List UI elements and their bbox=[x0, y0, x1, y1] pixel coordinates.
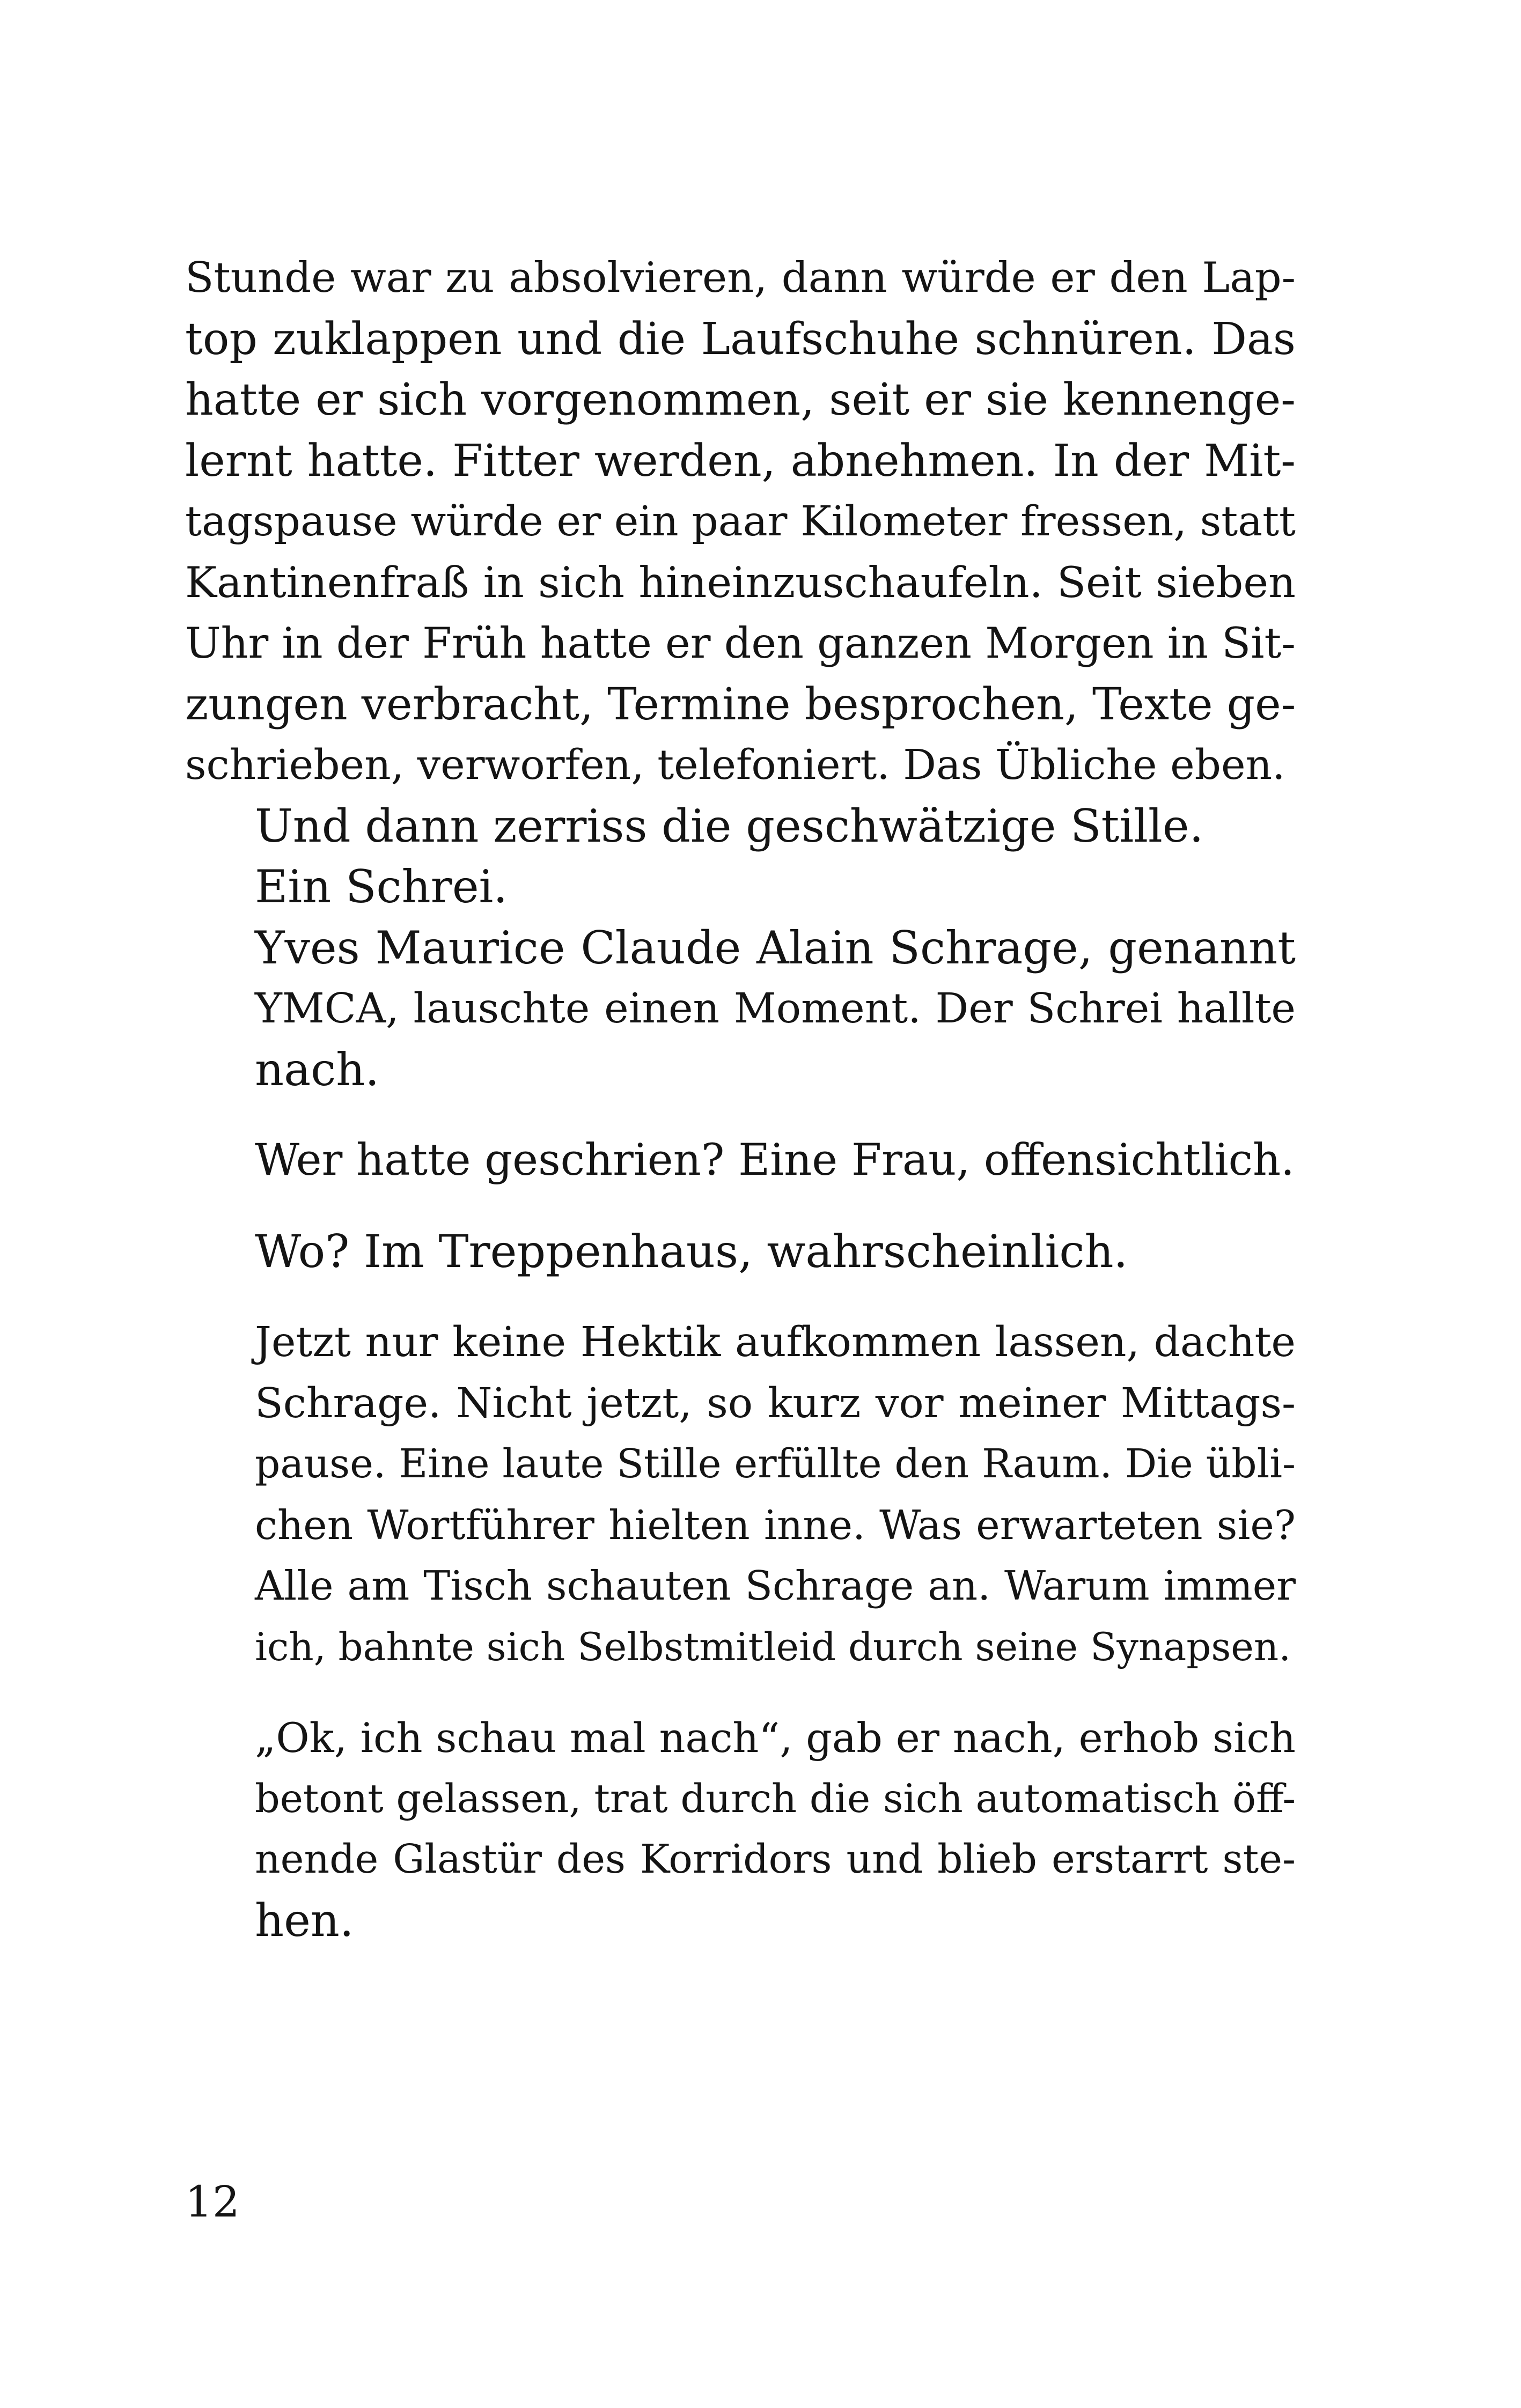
text-line: Kantinenfraß in sich hineinzuschaufeln. Seit sieben bbox=[185, 557, 1296, 607]
text-line: betont gelassen, trat durch die sich automatisch öff- bbox=[255, 1776, 1296, 1822]
text-line: hen. bbox=[255, 1894, 354, 1947]
text-line: lernt hatte. Fitter werden, abnehmen. In der Mit- bbox=[185, 435, 1296, 487]
page-number: 12 bbox=[185, 2177, 240, 2227]
text-line: YMCA, lauschte einen Moment. Der Schrei hallte bbox=[255, 985, 1296, 1033]
body-text bbox=[185, 248, 1296, 1951]
text-line: Stunde war zu absolvieren, dann würde er den Lap- bbox=[185, 254, 1296, 302]
text-line: Wer hatte geschrien? Eine Frau, offensichtlich. bbox=[255, 1135, 1295, 1185]
text-line: Ein Schrei. bbox=[255, 860, 508, 913]
text-line: hatte er sich vorgenommen, seit er sie kennenge- bbox=[185, 374, 1296, 425]
text-line: schrieben, verworfen, telefoniert. Das Übliche eben. bbox=[185, 741, 1285, 789]
text-line: zungen verbracht, Termine besprochen, Texte ge- bbox=[185, 679, 1296, 730]
paragraph bbox=[185, 1130, 1296, 1191]
paragraph bbox=[185, 1707, 1296, 1951]
text-line: Schrage. Nicht jetzt, so kurz vor meiner Mittags- bbox=[255, 1379, 1296, 1427]
paragraph bbox=[185, 1221, 1296, 1283]
text-line: top zuklappen und die Laufschuhe schnüren. Das bbox=[185, 313, 1296, 365]
text-line: nach. bbox=[255, 1043, 380, 1096]
text-line: Jetzt nur keine Hektik aufkommen lassen, dachte bbox=[255, 1319, 1296, 1366]
paragraph bbox=[185, 248, 1296, 796]
paragraph bbox=[185, 796, 1296, 857]
text-line: Wo? Im Treppenhaus, wahrscheinlich. bbox=[255, 1225, 1128, 1278]
text-line: „Ok, ich schau mal nach“, gab er nach, erhob sich bbox=[255, 1714, 1296, 1762]
text-line: Uhr in der Früh hatte er den ganzen Morgen in Sit- bbox=[185, 618, 1296, 668]
paragraph bbox=[185, 857, 1296, 918]
text-line: pause. Eine laute Stille erfüllte den Raum. Die übli- bbox=[255, 1441, 1296, 1487]
text-line: Alle am Tisch schauten Schrage an. Warum immer bbox=[255, 1562, 1296, 1609]
paragraph bbox=[185, 918, 1296, 1101]
text-line: Yves Maurice Claude Alain Schrage, genannt bbox=[255, 921, 1296, 974]
text-line: ich, bahnte sich Selbstmitleid durch seine Synapsen. bbox=[255, 1624, 1291, 1669]
text-line: Und dann zerriss die geschwätzige Stille. bbox=[255, 799, 1204, 852]
paragraph bbox=[185, 1312, 1296, 1677]
text-line: chen Wortführer hielten inne. Was erwarteten sie? bbox=[255, 1501, 1296, 1549]
text-line: nende Glastür des Korridors und blieb erstarrt ste- bbox=[255, 1836, 1296, 1882]
text-line: tagspause würde er ein paar Kilometer fressen, statt bbox=[185, 498, 1296, 546]
